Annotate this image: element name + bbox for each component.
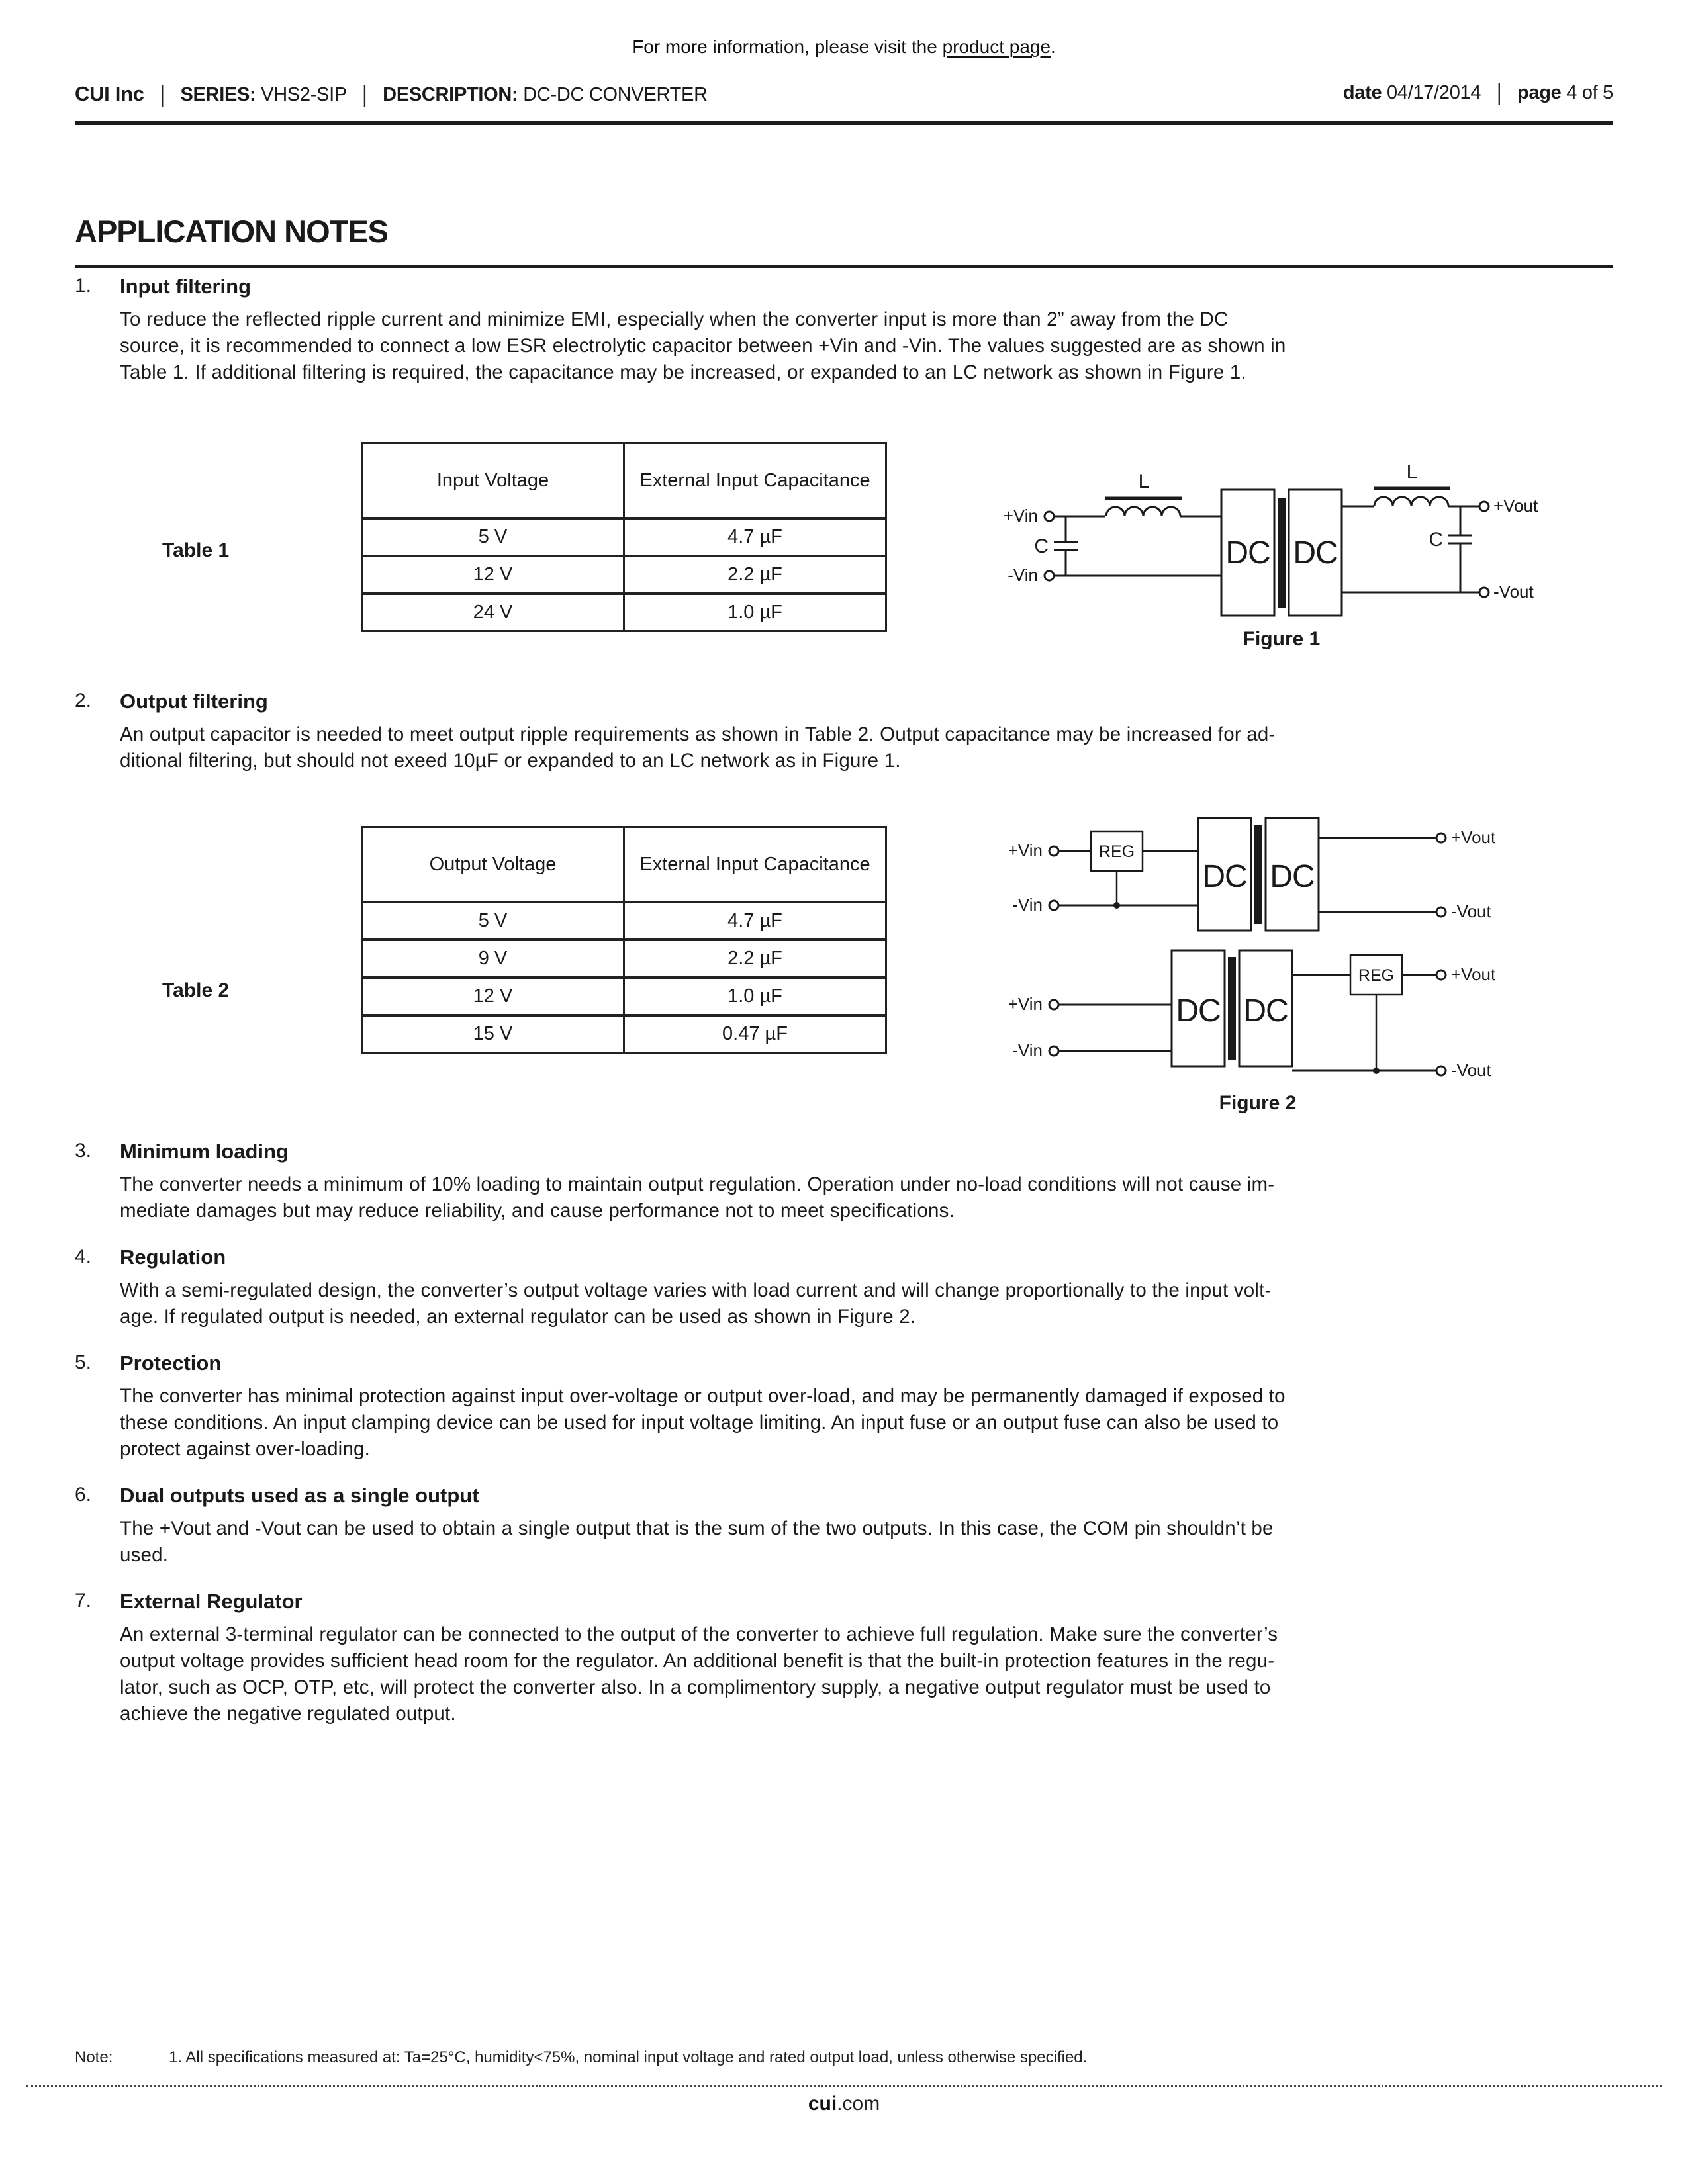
fig1-vin-plus-terminal <box>1045 512 1054 521</box>
description-value: DC-DC CONVERTER <box>523 84 708 105</box>
section-number: 3. <box>75 1140 92 1161</box>
fig2b-vin-plus-label: +Vin <box>1008 994 1043 1014</box>
section-number: 4. <box>75 1246 92 1267</box>
fig2b-vout-minus-label: -Vout <box>1451 1060 1491 1080</box>
section-heading: Minimum loading <box>120 1140 289 1163</box>
section-heading: Input filtering <box>120 275 252 298</box>
section-body <box>120 1516 1613 1569</box>
date-value: 04/17/2014 <box>1387 82 1481 103</box>
body-line: To reduce the reflected ripple current and minimize EMI, especially when the converter input is more than 2” away from the DC <box>120 308 1229 330</box>
table-row <box>362 940 886 978</box>
section-heading: Dual outputs used as a single output <box>120 1484 479 1507</box>
fig2a-reg-label: REG <box>1098 842 1135 861</box>
figure2-caption: Figure 2 <box>1219 1092 1297 1114</box>
header-separator: | <box>160 81 165 108</box>
series-label: SERIES: <box>180 84 256 105</box>
section-minimum-loading <box>75 1140 1613 1224</box>
section-number: 5. <box>75 1351 92 1373</box>
body-line: With a semi-regulated design, the converter’s output voltage varies with load current and will change proportionally to the input volt- <box>120 1279 1272 1301</box>
series-value: VHS2-SIP <box>261 84 347 105</box>
table-cell: 24 V <box>362 594 624 631</box>
page-value: 4 of 5 <box>1566 82 1613 103</box>
fig2b-vout-plus-terminal <box>1436 970 1446 979</box>
fig2b-vin-minus-terminal <box>1049 1046 1058 1056</box>
body-line: mediate damages but may reduce reliability, and cause performance not to meet specifications. <box>120 1200 955 1222</box>
fig1-cap-out-label: C <box>1429 529 1443 551</box>
table-cell: 2.2 µF <box>624 940 886 978</box>
header-rule <box>75 121 1613 125</box>
fig1-vout-minus-terminal <box>1479 588 1489 597</box>
note-text: 1. All specifications measured at: Ta=25°C, humidity<75%, nominal input voltage and rated output load, unless otherwise specified. <box>169 2048 1088 2066</box>
fig2a-dc-left-label: DC <box>1202 859 1247 894</box>
section-heading: Regulation <box>120 1246 226 1269</box>
table1-col1-header: Input Voltage <box>362 443 624 519</box>
fig2a-vout-minus-label: -Vout <box>1451 901 1491 921</box>
fig1-vout-plus-label: +Vout <box>1493 496 1538 516</box>
table-row <box>362 902 886 940</box>
section-number: 6. <box>75 1484 92 1506</box>
table2 <box>361 826 887 1054</box>
table-cell: 5 V <box>362 518 624 556</box>
table2-label: Table 2 <box>162 979 230 1001</box>
body-line: age. If regulated output is needed, an external regulator can be used as shown in Figure 2. <box>120 1306 916 1328</box>
section-heading: External Regulator <box>120 1590 303 1613</box>
site-rest: .com <box>837 2093 880 2115</box>
section-number: 2. <box>75 690 92 711</box>
fig1-ind-in-label: L <box>1138 471 1150 492</box>
top-info-suffix: . <box>1051 36 1056 57</box>
footer-note <box>75 2048 1613 2067</box>
header-right <box>1342 79 1613 106</box>
fig2b-dc-left-label: DC <box>1176 993 1221 1028</box>
table-cell: 12 V <box>362 556 624 594</box>
body-line: ditional filtering, but should not exeed 10µF or expanded to an LC network as in Figure 1. <box>120 750 901 772</box>
section-body <box>120 1171 1613 1224</box>
table-cell: 15 V <box>362 1015 624 1053</box>
fig2a-vin-minus-label: -Vin <box>1012 895 1043 915</box>
header-separator: | <box>1496 79 1502 106</box>
company-name: CUI Inc <box>75 82 144 105</box>
description-label: DESCRIPTION: <box>383 84 518 105</box>
fig2a-dc-right-label: DC <box>1270 859 1315 894</box>
table-cell: 9 V <box>362 940 624 978</box>
body-line: An external 3-terminal regulator can be connected to the output of the converter to achieve full regulation. Make sure the converter’s <box>120 1623 1278 1645</box>
table-cell: 1.0 µF <box>624 594 886 631</box>
fig1-cap-in-label: C <box>1034 535 1049 557</box>
page-label: page <box>1517 82 1562 103</box>
top-info-line <box>0 36 1688 58</box>
fig2a-isolation-bar <box>1254 825 1262 924</box>
section-heading: Output filtering <box>120 690 268 713</box>
table1-label: Table 1 <box>162 539 230 561</box>
fig2b-vin-minus-label: -Vin <box>1012 1040 1043 1060</box>
fig2b-reg-label: REG <box>1358 966 1395 985</box>
body-line: these conditions. An input clamping device can be used for input voltage limiting. An input fuse or an output fuse can also be used to <box>120 1412 1279 1433</box>
figure1-diagram <box>980 453 1549 652</box>
section-body <box>120 1383 1613 1463</box>
fig1-ind-out-label: L <box>1406 461 1418 483</box>
table-cell: 5 V <box>362 902 624 940</box>
body-line: achieve the negative regulated output. <box>120 1703 456 1725</box>
section-body <box>120 1277 1613 1330</box>
section-input-filtering <box>75 275 1613 386</box>
header-left <box>75 82 708 106</box>
body-line: source, it is recommended to connect a low ESR electrolytic capacitor between +Vin and -Vin. The values suggested are as shown in <box>120 335 1286 357</box>
table-cell: 2.2 µF <box>624 556 886 594</box>
section-regulation <box>75 1246 1613 1330</box>
figure2-diagram <box>980 813 1536 1117</box>
site-bold: cui <box>808 2093 837 2115</box>
fig2a-vout-plus-label: +Vout <box>1451 827 1496 847</box>
section-dual-outputs <box>75 1484 1613 1569</box>
fig1-vout-plus-terminal <box>1479 502 1489 511</box>
fig2a-vout-plus-terminal <box>1436 833 1446 842</box>
body-line: The +Vout and -Vout can be used to obtain a single output that is the sum of the two outputs. In this case, the COM pin shouldn’t be <box>120 1518 1274 1539</box>
section-output-filtering <box>75 690 1613 774</box>
fig1-isolation-bar <box>1278 498 1286 608</box>
body-line: The converter needs a minimum of 10% loading to maintain output regulation. Operation under no-load conditions will not cause im- <box>120 1173 1275 1195</box>
footer-site-link[interactable] <box>0 2093 1688 2115</box>
body-line: protect against over-loading. <box>120 1438 371 1460</box>
fig2b-isolation-bar <box>1228 957 1236 1060</box>
fig1-dc-left-label: DC <box>1225 535 1270 570</box>
table2-col2-header: External Input Capacitance <box>624 827 886 903</box>
fig2b-vout-plus-label: +Vout <box>1451 964 1496 984</box>
fig1-vout-minus-label: -Vout <box>1493 582 1534 602</box>
header-separator: | <box>362 81 367 108</box>
figure1-caption: Figure 1 <box>1243 628 1321 650</box>
section-body <box>120 721 1613 774</box>
table1 <box>361 442 887 632</box>
page-title: APPLICATION NOTES <box>75 214 389 249</box>
body-line: Table 1. If additional filtering is required, the capacitance may be increased, or expanded to an LC network as shown in Figure 1. <box>120 361 1246 383</box>
product-page-link[interactable]: product page <box>942 36 1051 57</box>
fig2a-vin-plus-terminal <box>1049 846 1058 856</box>
section-protection <box>75 1351 1613 1463</box>
footer-dotted-rule <box>26 2085 1662 2087</box>
table-row <box>362 594 886 631</box>
fig1-vin-plus-label: +Vin <box>1003 506 1038 525</box>
table-header-row <box>362 443 886 519</box>
section-body <box>120 306 1613 386</box>
table-cell: 12 V <box>362 978 624 1015</box>
top-info-prefix: For more information, please visit the <box>632 36 943 57</box>
fig2a-vin-minus-terminal <box>1049 901 1058 910</box>
table-header-row <box>362 827 886 903</box>
body-line: output voltage provides sufficient head room for the regulator. An additional benefit is that the built-in protection features in the regu- <box>120 1650 1275 1672</box>
body-line: The converter has minimal protection against input over-voltage or output over-load, and may be permanently damaged if exposed to <box>120 1385 1286 1407</box>
table-row <box>362 556 886 594</box>
title-rule <box>75 265 1613 268</box>
section-heading: Protection <box>120 1351 222 1375</box>
table-row <box>362 1015 886 1053</box>
table2-col1-header: Output Voltage <box>362 827 624 903</box>
body-line: An output capacitor is needed to meet output ripple requirements as shown in Table 2. Output capacitance may be increased for ad- <box>120 723 1276 745</box>
table-row <box>362 518 886 556</box>
table-cell: 4.7 µF <box>624 902 886 940</box>
fig1-dc-right-label: DC <box>1293 535 1338 570</box>
section-number: 1. <box>75 275 92 296</box>
fig2b-dc-right-label: DC <box>1243 993 1288 1028</box>
table-cell: 4.7 µF <box>624 518 886 556</box>
table-cell: 1.0 µF <box>624 978 886 1015</box>
section-body <box>120 1621 1613 1727</box>
table1-col2-header: External Input Capacitance <box>624 443 886 519</box>
table-cell: 0.47 µF <box>624 1015 886 1053</box>
note-label: Note: <box>75 2048 113 2066</box>
table-row <box>362 978 886 1015</box>
fig2a-vout-minus-terminal <box>1436 907 1446 917</box>
body-line: used. <box>120 1544 169 1566</box>
section-number: 7. <box>75 1590 92 1612</box>
body-line: lator, such as OCP, OTP, etc, will protect the converter also. In a complimentory supply, a negative output regulator must be used to <box>120 1676 1271 1698</box>
fig1-vin-minus-label: -Vin <box>1008 565 1038 585</box>
date-label: date <box>1342 82 1382 103</box>
fig1-vin-minus-terminal <box>1045 571 1054 580</box>
fig2a-vin-plus-label: +Vin <box>1008 841 1043 860</box>
section-external-regulator <box>75 1590 1613 1727</box>
fig2b-vin-plus-terminal <box>1049 1000 1058 1009</box>
fig2b-vout-minus-terminal <box>1436 1066 1446 1075</box>
